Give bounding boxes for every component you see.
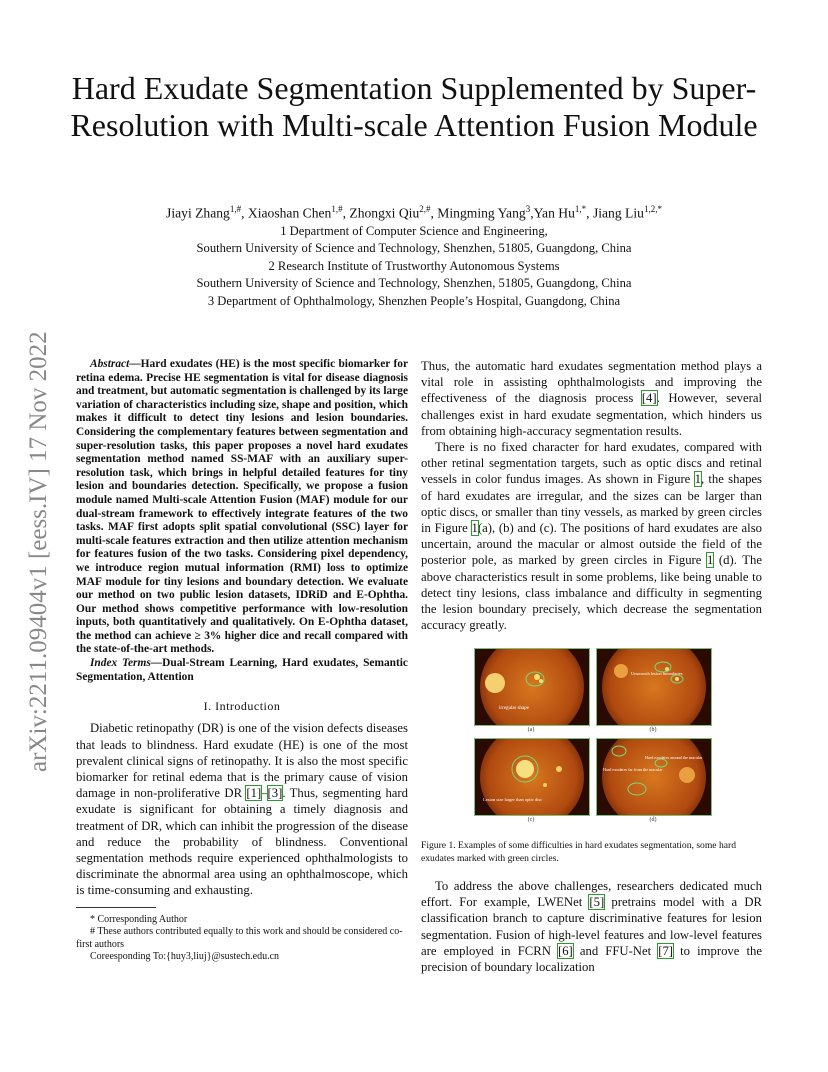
body-text: (d). The above characteristics result in some problems, like being unable to detect tiny lesions, class imbalance and difficulty in segmenting the lesion boundary precisely, which decrease the segmentation accuracy greatly. [421, 553, 762, 633]
figure-note: Hard exudates around the macular [645, 755, 703, 760]
fundus-image-a [474, 648, 590, 726]
author-mark: 2,# [419, 204, 431, 214]
citation-link[interactable]: [4] [641, 391, 657, 406]
body-text: There is no fixed character for hard exudates, compared with other retinal segmentation targets, such as optic discs and retinal vessels in color fundus images. As shown in Figure [421, 440, 762, 487]
paper-title: Hard Exudate Segmentation Supplemented by Super-Resolution with Multi-scale Attention Fusion Module [70, 70, 758, 143]
figure-note: Lesion size larger than optic disc [483, 797, 543, 802]
citation-link[interactable]: [6] [557, 943, 573, 958]
body-text: Diabetic retinopathy (DR) is one of the vision defects diseases that leads to blindness. Hard exudate (HE) is one of the most prevalent clinical signs of retinopathy. It is also the most specific biomarker for retinal edema that is the primary cause of vision damage in non-proliferative DR [76, 721, 408, 801]
citation-link[interactable]: [5] [589, 895, 605, 910]
index-terms-text: —Dual-Stream Learning, Hard exudates, Semantic Segmentation, Attention [76, 657, 408, 683]
author-name: Xiaoshan Chen [247, 205, 332, 221]
body-text: To address the above challenges, researchers dedicated much effort. For example, LWENet [421, 879, 762, 910]
affiliation-line: 2 Research Institute of Trustworthy Autonomous Systems [268, 258, 560, 273]
panel-label: (a) [527, 727, 535, 733]
right-column [421, 358, 762, 633]
figure-note: Hard exudates far from the macular [603, 767, 663, 772]
author-name: Jiang Liu [592, 205, 644, 221]
author-block [60, 200, 768, 310]
footnote: # These authors contributed equally to this work and should be considered co-first authors [76, 926, 403, 950]
figure-note: irregular shape [499, 706, 529, 711]
body-text: , the shapes of hard exudates are irregular, and the sizes can be larger than optic discs, or smaller than tiny vessels, as marked by green circles in Figure [421, 472, 762, 536]
panel-label: (b) [649, 727, 657, 733]
panel-label: (c) [527, 817, 535, 823]
abstract-label: Abstract [90, 358, 130, 370]
citation-link[interactable]: [7] [658, 943, 674, 958]
index-terms-label: Index Terms [90, 657, 151, 670]
fundus-image-c [474, 738, 590, 816]
affiliation-line: Southern University of Science and Technology, Shenzhen, 51805, Guangdong, China [196, 276, 632, 291]
body-text: pretrains model with a DR classification branch to capture discriminative features for lesion segmentation. Fusion of high-level features and low-level features are employed in FCRN [421, 895, 762, 958]
author-name: Mingming Yang [437, 205, 526, 221]
footnote-rule [76, 907, 156, 908]
body-paragraph [421, 878, 762, 975]
body-text: to improve the precision of boundary localization [421, 943, 763, 975]
abstract [76, 358, 408, 657]
body-text: . Thus, segmenting hard exudate is significant for obtaining a timely diagnosis and treatment of DR, which can inhibit the progression of the disease and reduce the probability of blindness. Conventional segmentation methods require experienced ophthalmologists to discriminate the abnormal area using an ophthalmoscope, which is time-consuming and exhausting. [76, 786, 408, 898]
citation-link[interactable]: [3] [267, 786, 283, 801]
arxiv-stamp [14, 280, 58, 780]
author-name: Jiayi Zhang [166, 205, 230, 221]
affiliation-line: 3 Department of Ophthalmology, Shenzhen People’s Hospital, Guangdong, China [207, 293, 621, 308]
abstract-text: —Hard exudates (HE) is the most specific biomarker for retina edema. Precise HE segmentation is vital for disease diagnosis and treatment, but automatic segmentation is challenged by its large variation of characteristics including size, shape and position, which makes it difficult to detect tiny lesions and lesion boundaries. Considering the complementary features between segmentation and super-resolution tasks, this paper proposes a novel hard exudates segmentation method named SS-MAF with an auxiliary super-resolution task, which brings in helpful detailed features for tiny lesion and boundaries detection. Specifically, we propose a fusion module named Multi-scale Attention Fusion (MAF) module for our dual-stream framework to effectively integrate features of the two tasks. MAF first adopts split spatial convolutional (SSC) layer for multi-scale features extraction and then utilize attention mechanism for features fusion of the two tasks. Considering pixel dependency, we introduce region mutual information (RMI) loss to optimize MAF module for tiny lesions and boundary detection. We evaluate our method on two public lesion datasets, IDRiD and E-Ophtha. Our method shows competitive performance with low-resolution inputs, both quantitatively and qualitatively. On E-Ophtha dataset, the method can achieve ≥ 3% higher dice and recall compared with the state-of-the-art methods. [76, 358, 408, 656]
author-mark: 1,2,* [643, 204, 662, 214]
body-paragraph [421, 439, 762, 633]
panel-label: (d) [649, 817, 657, 823]
section-heading: I. Introduction [203, 699, 281, 714]
figure-caption: Figure 1. Examples of some difficulties in hard exudates segmentation, some hard exudates marked with green circles. [421, 840, 737, 864]
author-name: Zhongxi Qiu [349, 205, 420, 221]
footnote: Coreesponding To:{huy3,liuj}@sustech.edu.cn [90, 951, 280, 963]
figure-link[interactable]: 1 [471, 521, 478, 536]
body-text: Thus, the automatic hard exudates segmentation method plays a vital role in assisting ophthalmologists and improving the effectiveness of the diagnosis process [421, 359, 762, 406]
body-text: . However, several challenges exist in hard exudate segmentation, which hinders us from obtaining high-accuracy segmentation results. [421, 391, 762, 438]
body-paragraph [421, 358, 762, 439]
author-mark: 1,* [574, 204, 587, 214]
author-list: Jiayi Zhang$^{1,\#}$, Xiaoshan Chen$^{1,\#}$, Zhongxi Qiu$^{2,\#}$, Mingming Yang$^3$,Yan $Hu^{1,*}$, Jiang Liu$^{1,2,*}$ [166, 204, 662, 221]
left-column [76, 358, 408, 964]
arxiv-id: arXiv:2211.09404v1 [eess.IV] 17 Nov 2022 [25, 331, 52, 772]
body-text: and FFU-Net [572, 943, 659, 958]
affiliation-line: Southern University of Science and Technology, Shenzhen, 51805, Guangdong, China [196, 241, 632, 256]
author-mark: 1,# [331, 204, 343, 214]
author-mark: 1,# [229, 204, 242, 214]
figure-note: Unsmooth lesion boundaries [631, 671, 683, 676]
arxiv-stamp-svg [14, 280, 58, 780]
body-text: (a), (b) and (c). The positions of hard exudates are also uncertain, around the macular or almost outside the field of the posterior pole, as marked by green circles in Figure [421, 521, 762, 568]
figure-link[interactable]: 1 [694, 472, 701, 487]
footnote: * Corresponding Author [90, 913, 188, 925]
body-text: – [261, 786, 268, 801]
fundus-image-d [596, 738, 712, 816]
figure-link[interactable]: 1 [707, 553, 714, 568]
intro-paragraph [76, 720, 408, 898]
figure-1 [474, 648, 714, 828]
affiliation-line: 1 Department of Computer Science and Engineering, [280, 223, 548, 238]
index-terms [76, 657, 408, 684]
citation-link[interactable]: [1] [246, 786, 262, 801]
author-mark: 3 [525, 204, 531, 214]
fundus-image-b [596, 648, 712, 726]
author-name: Yan Hu [533, 205, 575, 221]
right-column-lower [421, 878, 762, 975]
